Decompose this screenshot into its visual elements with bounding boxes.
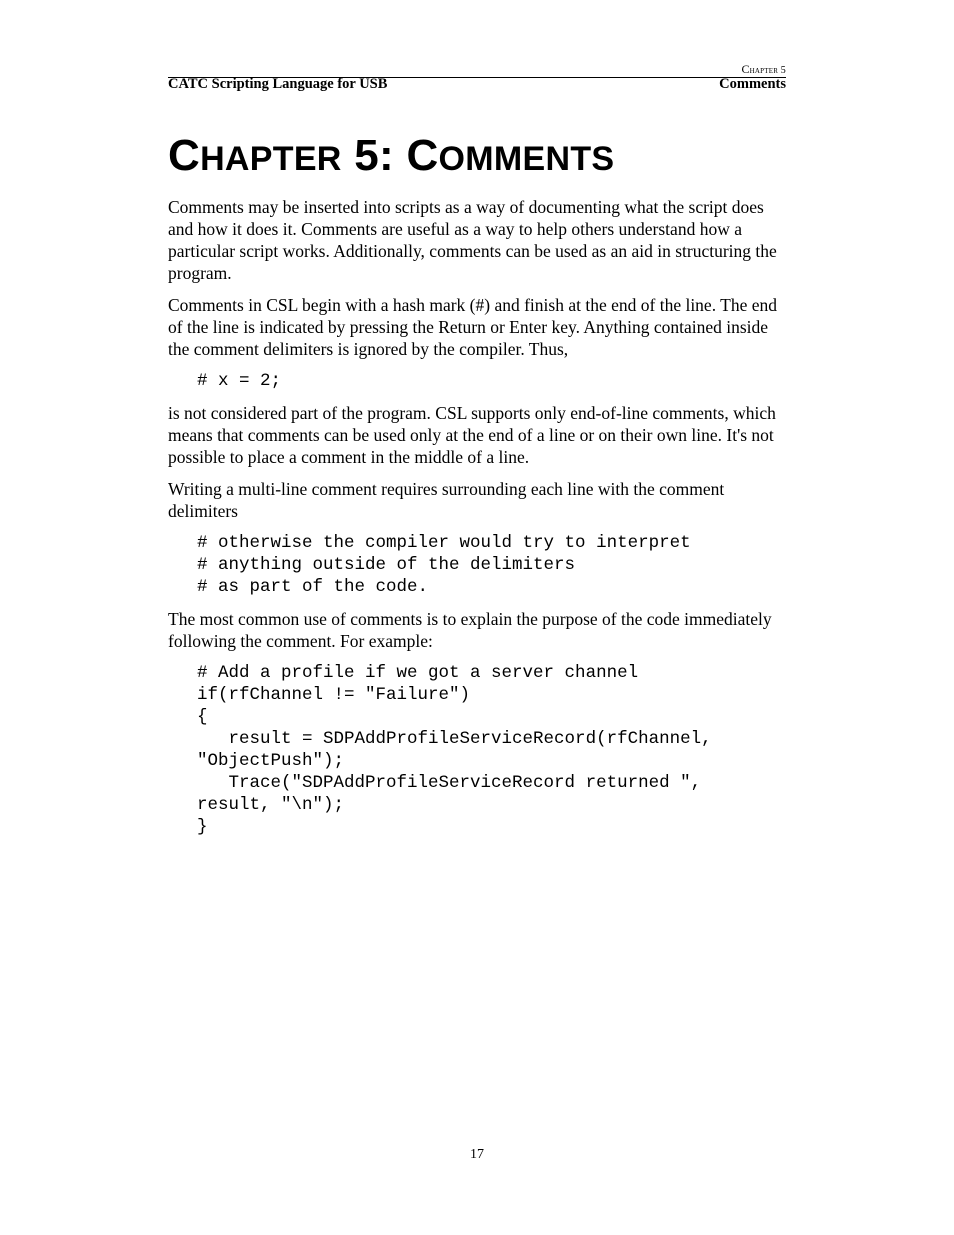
chapter-title-number: 5: — [341, 131, 407, 180]
chapter-title-word-2: OMMENTS — [438, 140, 615, 178]
page-number: 17 — [470, 1147, 484, 1162]
chapter-body — [168, 196, 786, 848]
paragraph-intro: Comments may be inserted into scripts as a way of documenting what the script does and how it does it. Comments are useful as a way to help others understand how a particular script works. Additionally, comments can be used as an aid in structuring the program. — [168, 197, 777, 283]
paragraph-multi-line: Writing a multi-line comment requires surrounding each line with the comment delimiters — [168, 479, 725, 521]
code-block-example-2: # otherwise the compiler would try to interpret # anything outside of the delimiters # as part of the code. — [197, 533, 691, 597]
chapter-title — [168, 128, 614, 187]
running-header-chapter — [741, 62, 786, 77]
running-header-section-title: Comments — [719, 76, 786, 92]
code-block-example-3: # Add a profile if we got a server channel if(rfChannel != "Failure") { result = SDPAddProfileServiceRecord(rfChannel, "ObjectPush"); Trace("SDPAddProfileServiceRecord returned ", result, "\n"); } — [197, 663, 712, 837]
paragraph-common-use: The most common use of comments is to explain the purpose of the code immediately following the comment. For example: — [168, 609, 772, 651]
chapter-label-initial: C — [741, 62, 750, 76]
running-header-book-title: CATC Scripting Language for USB — [168, 76, 388, 92]
paragraph-end-of-line: is not considered part of the program. CSL supports only end-of-line comments, which means that comments can be used only at the end of a line or on their own line. It's not possible to place a comment in the middle of a line. — [168, 403, 776, 467]
chapter-title-initial-2: C — [406, 131, 439, 180]
code-block-example-1: # x = 2; — [197, 371, 282, 391]
paragraph-hash-mark: Comments in CSL begin with a hash mark (#) and finish at the end of the line. The end of the line is indicated by pressing the Return or Enter key. Anything contained inside the comment delimiters is ignored by the compiler. Thus, — [168, 295, 777, 359]
chapter-title-word: HAPTER — [200, 140, 342, 178]
chapter-title-initial: C — [168, 131, 201, 180]
chapter-label-rest: hapter 5 — [749, 65, 786, 76]
